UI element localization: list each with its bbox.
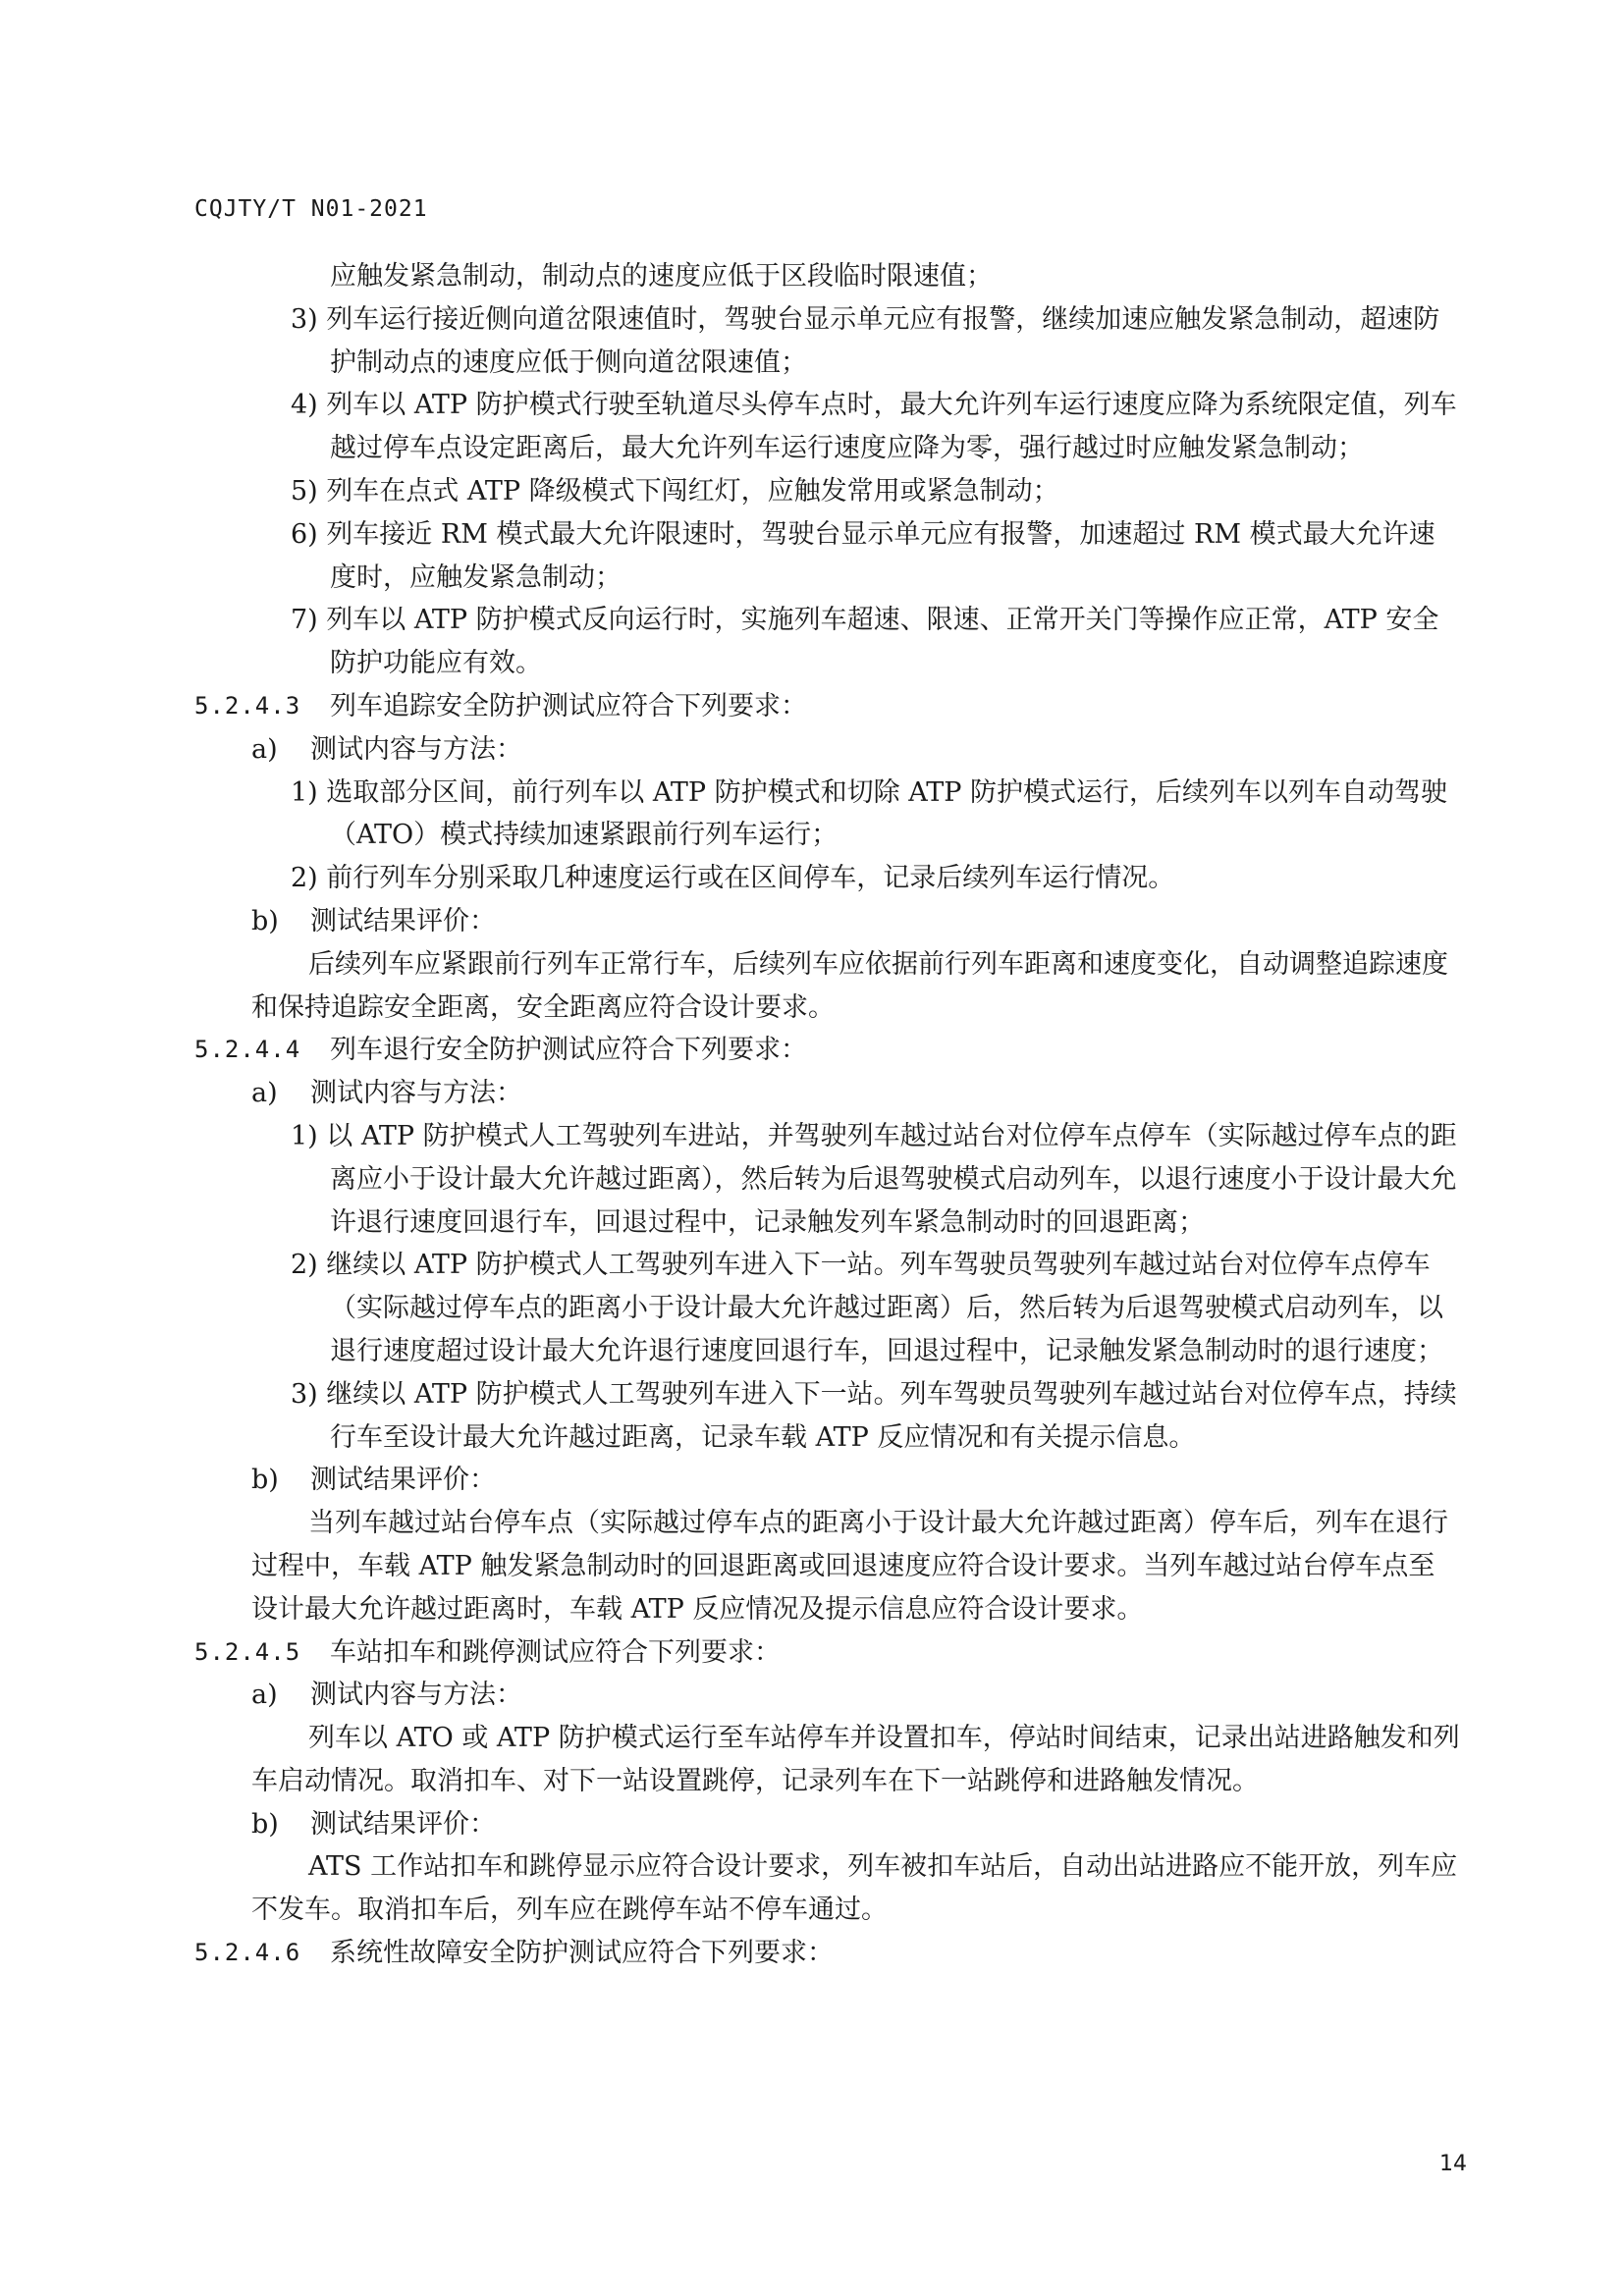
subhead-b [194, 1803, 1461, 1846]
clause-title: 列车追踪安全防护测试应符合下列要求： [330, 690, 807, 721]
list-item-1: 1) 选取部分区间，前行列车以 ATP 防护模式和切除 ATP 防护模式运行，后续列车以列车自动驾驶（ATO）模式持续加速紧跟前行列车运行； [291, 776, 1448, 851]
list-item-5: 5) 列车在点式 ATP 降级模式下闯红灯，应触发常用或紧急制动； [291, 475, 1059, 507]
subhead-b [194, 1459, 1461, 1502]
clause-number: 5.2.4.3 [194, 691, 301, 720]
subhead-label: a) [251, 1680, 278, 1711]
subhead-text: 测试结果评价： [310, 1808, 496, 1840]
clause-number: 5.2.4.4 [194, 1036, 301, 1064]
clause-number: 5.2.4.5 [194, 1637, 301, 1666]
list-item-3: 3) 继续以 ATP 防护模式人工驾驶列车进入下一站。列车驾驶员驾驶列车越过站台对位停车点，持续行车至设计最大允许越过距离，记录车载 ATP 反应情况和有关提示信息。 [291, 1378, 1457, 1453]
subhead-a [194, 1072, 1461, 1115]
clause-5-2-4-6 [194, 1932, 1461, 1975]
clause-5-2-4-3 [194, 685, 1461, 728]
list-item-2: 2) 继续以 ATP 防护模式人工驾驶列车进入下一站。列车驾驶员驾驶列车越过站台对位停车点停车（实际越过停车点的距离小于设计最大允许越过距离）后，然后转为后退驾驶模式启动列车，以退行速度超过设计最大允许退行速度回退行车，回退过程中，记录触发紧急制动时的退行速度； [291, 1250, 1443, 1366]
subhead-text: 测试结果评价： [310, 905, 496, 936]
subhead-a [194, 728, 1461, 772]
subhead-label: b) [251, 905, 279, 936]
subhead-b [194, 900, 1461, 943]
list-item-2: 2) 前行列车分别采取几种速度运行或在区间停车，记录后续列车运行情况。 [291, 863, 1175, 894]
clause-5-2-4-4 [194, 1029, 1461, 1072]
list-item-4: 4) 列车以 ATP 防护模式行驶至轨道尽头停车点时，最大允许列车运行速度应降为系统限定值，列车越过停车点设定距离后，最大允许列车运行速度应降为零，强行越过时应触发紧急制动； [291, 390, 1457, 464]
evaluation-paragraph: 当列车越过站台停车点（实际越过停车点的距离小于设计最大允许越过距离）停车后，列车在退行过程中，车载 ATP 触发紧急制动时的回退距离或回退速度应符合设计要求。当列车越过站台停车点至设计最大允许越过距离时，车载 ATP 反应情况及提示信息应符合设计要求。 [251, 1508, 1448, 1625]
document-code-header: CQJTY/T N01-2021 [194, 196, 428, 222]
subhead-a [194, 1674, 1461, 1717]
list-item-1: 1) 以 ATP 防护模式人工驾驶列车进站，并驾驶列车越过站台对位停车点停车（实际越过停车点的距离应小于设计最大允许越过距离），然后转为后退驾驶模式启动列车，以退行速度小于设计最大允许退行速度回退行车，回退过程中，记录触发列车紧急制动时的回退距离； [291, 1120, 1457, 1238]
list-item-7: 7) 列车以 ATP 防护模式反向运行时，实施列车超速、限速、正常开关门等操作应正常，ATP 安全防护功能应有效。 [291, 605, 1439, 679]
subhead-label: a) [251, 1078, 278, 1109]
subhead-text: 测试内容与方法： [310, 733, 522, 765]
subhead-text: 测试内容与方法： [310, 1078, 522, 1109]
subhead-text: 测试结果评价： [310, 1465, 496, 1496]
subhead-label: a) [251, 733, 278, 765]
subhead-text: 测试内容与方法： [310, 1680, 522, 1711]
clause-title: 系统性故障安全防护测试应符合下列要求： [330, 1938, 834, 1969]
subhead-label: b) [251, 1465, 279, 1496]
list-item-3: 3) 列车运行接近侧向道岔限速值时，驾驶台显示单元应有报警，继续加速应触发紧急制动，超速防护制动点的速度应低于侧向道岔限速值； [291, 303, 1440, 378]
evaluation-paragraph: ATS 工作站扣车和跳停显示应符合设计要求，列车被扣车站后，自动出站进路应不能开放，列车应不发车。取消扣车后，列车应在跳停车站不停车通过。 [251, 1851, 1458, 1926]
list-item-6: 6) 列车接近 RM 模式最大允许限速时，驾驶台显示单元应有报警，加速超过 RM 模式最大允许速度时，应触发紧急制动； [291, 518, 1435, 593]
evaluation-paragraph: 后续列车应紧跟前行列车正常行车，后续列车应依据前行列车距离和速度变化，自动调整追踪速度和保持追踪安全距离，安全距离应符合设计要求。 [251, 948, 1448, 1023]
clause-title: 车站扣车和跳停测试应符合下列要求： [330, 1636, 781, 1668]
page-number: 14 [1439, 2152, 1467, 2176]
method-paragraph: 列车以 ATO 或 ATP 防护模式运行至车站停车并设置扣车，停站时间结束，记录出站进路触发和列车启动情况。取消扣车、对下一站设置跳停，记录列车在下一站跳停和进路触发情况。 [251, 1723, 1460, 1796]
subhead-label: b) [251, 1808, 279, 1840]
clause-5-2-4-5 [194, 1631, 1461, 1675]
document-body [194, 255, 1461, 1975]
paragraph-continuation: 应触发紧急制动，制动点的速度应低于区段临时限速值； [330, 261, 993, 292]
clause-number: 5.2.4.6 [194, 1939, 301, 1967]
clause-title: 列车退行安全防护测试应符合下列要求： [330, 1035, 807, 1066]
